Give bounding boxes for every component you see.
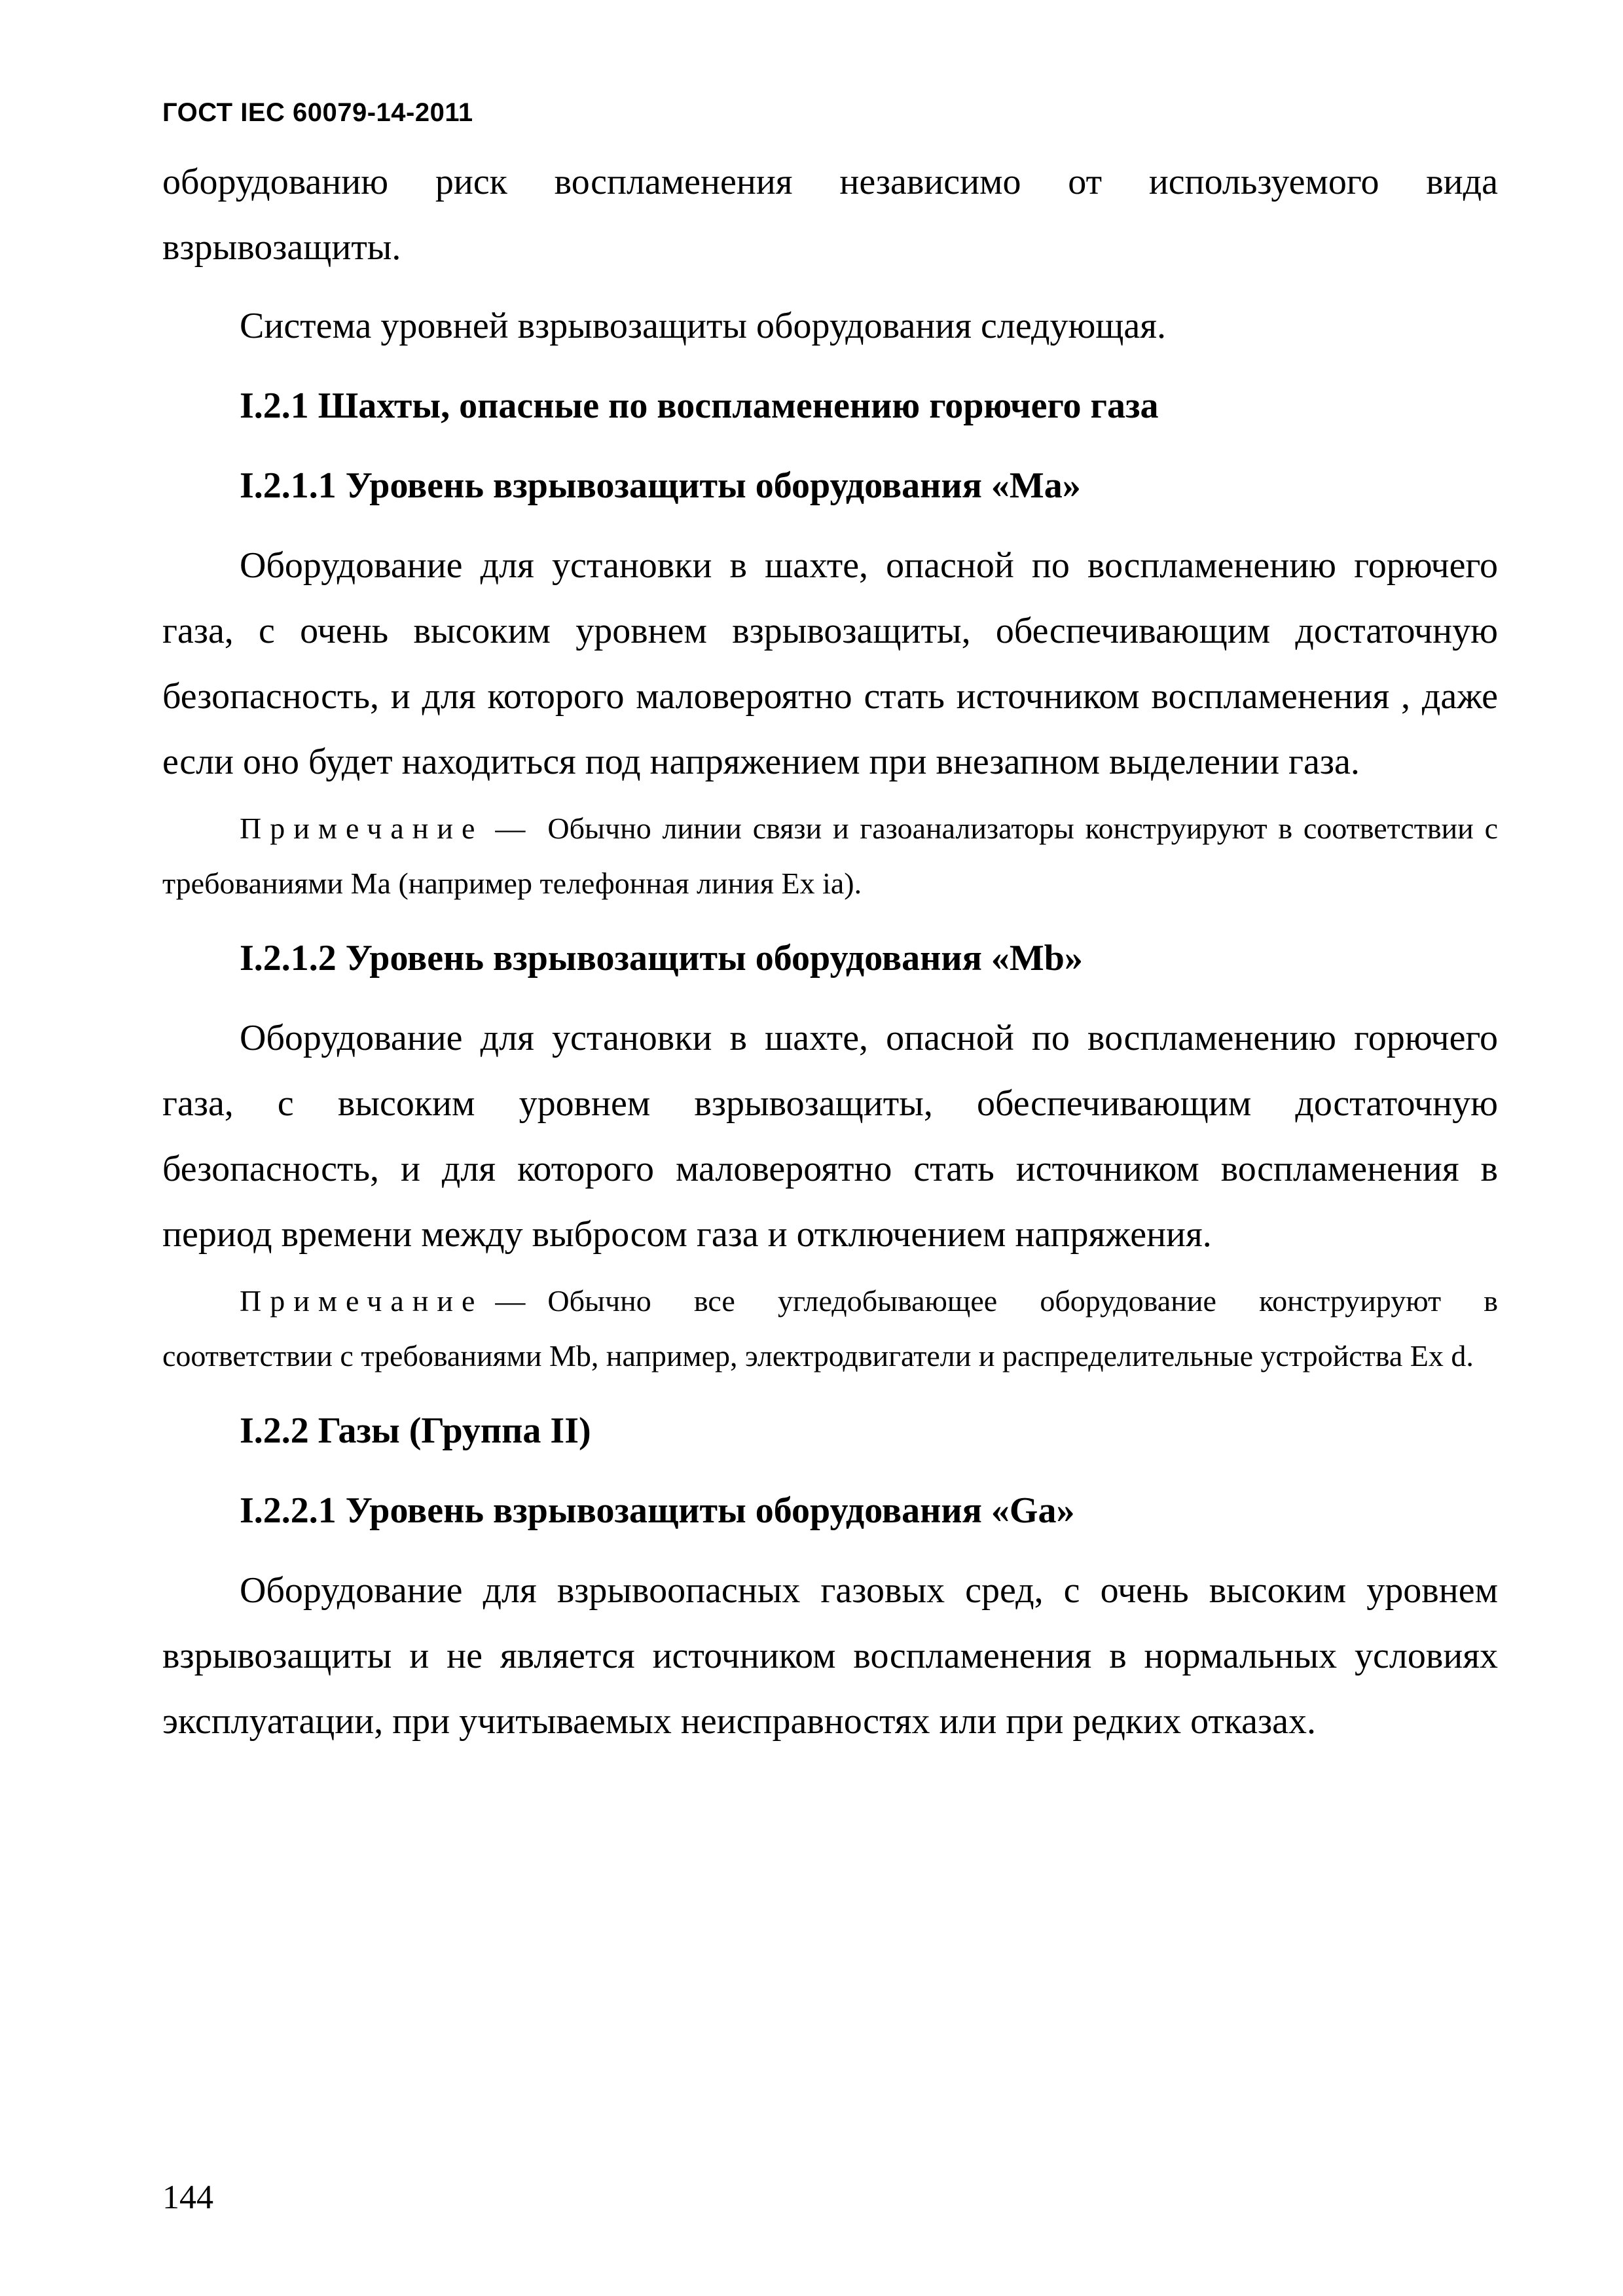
section-text-i-2-2-1: Оборудование для взрывоопасных газовых сред, с очень высоким уровнем взрывозащиты и не является источником воспламенения в нормальных условиях эксплуатации, при учитываемых неисправностях или при редких отказах.: [162, 1570, 1498, 1742]
section-heading-i-2-1-1: I.2.1.1 Уровень взрывозащиты оборудования «Ma»: [240, 465, 1081, 506]
section-heading-i-2-2: I.2.2 Газы (Группа II): [240, 1410, 591, 1451]
continuation-paragraph: оборудованию риск воспламенения независимо от используемого вида взрывозащиты.: [162, 162, 1498, 268]
note-dash: —: [495, 1284, 526, 1318]
note-label: Примечание: [240, 812, 484, 845]
system-intro-paragraph: Система уровней взрывозащиты оборудования следующая.: [240, 306, 1167, 346]
page-number: 144: [162, 2179, 213, 2216]
note-dash: —: [495, 812, 526, 845]
note-mb: [162, 1274, 1498, 1384]
section-heading-i-2-2-1: I.2.2.1 Уровень взрывозащиты оборудования «Ga»: [240, 1490, 1075, 1531]
section-text-i-2-1-1: Оборудование для установки в шахте, опасной по воспламенению горючего газа, с очень высоким уровнем взрывозащиты, обеспечивающим достаточную безопасность, и для которого маловероятно стать источником воспламенения , даже если оно будет находиться под напряжением при внезапном выделении газа.: [162, 545, 1498, 782]
section-heading-i-2-1-2: I.2.1.2 Уровень взрывозащиты оборудования «Mb»: [240, 938, 1083, 978]
note-ma: [162, 801, 1498, 911]
section-heading-i-2-1: I.2.1 Шахты, опасные по воспламенению горючего газа: [240, 386, 1159, 426]
note-text: Обычно линии связи и газоанализаторы конструируют в соответствии с требованиями Ma (например телефонная линия Ex ia).: [162, 812, 1498, 900]
document-header-id: ГОСТ IEC 60079-14-2011: [162, 98, 473, 127]
page-content: [162, 149, 1498, 1754]
section-text-i-2-1-2: Оборудование для установки в шахте, опасной по воспламенению горючего газа, с высоким уровнем взрывозащиты, обеспечивающим достаточную безопасность, и для которого маловероятно стать источником воспламенения в период времени между выбросом газа и отключением напряжения.: [162, 1018, 1498, 1255]
note-label: Примечание: [240, 1284, 484, 1318]
note-text: Обычно все угледобывающее оборудование конструируют в соответствии с требованиями Mb, например, электродвигатели и распределительные устройства Ex d.: [162, 1284, 1498, 1372]
